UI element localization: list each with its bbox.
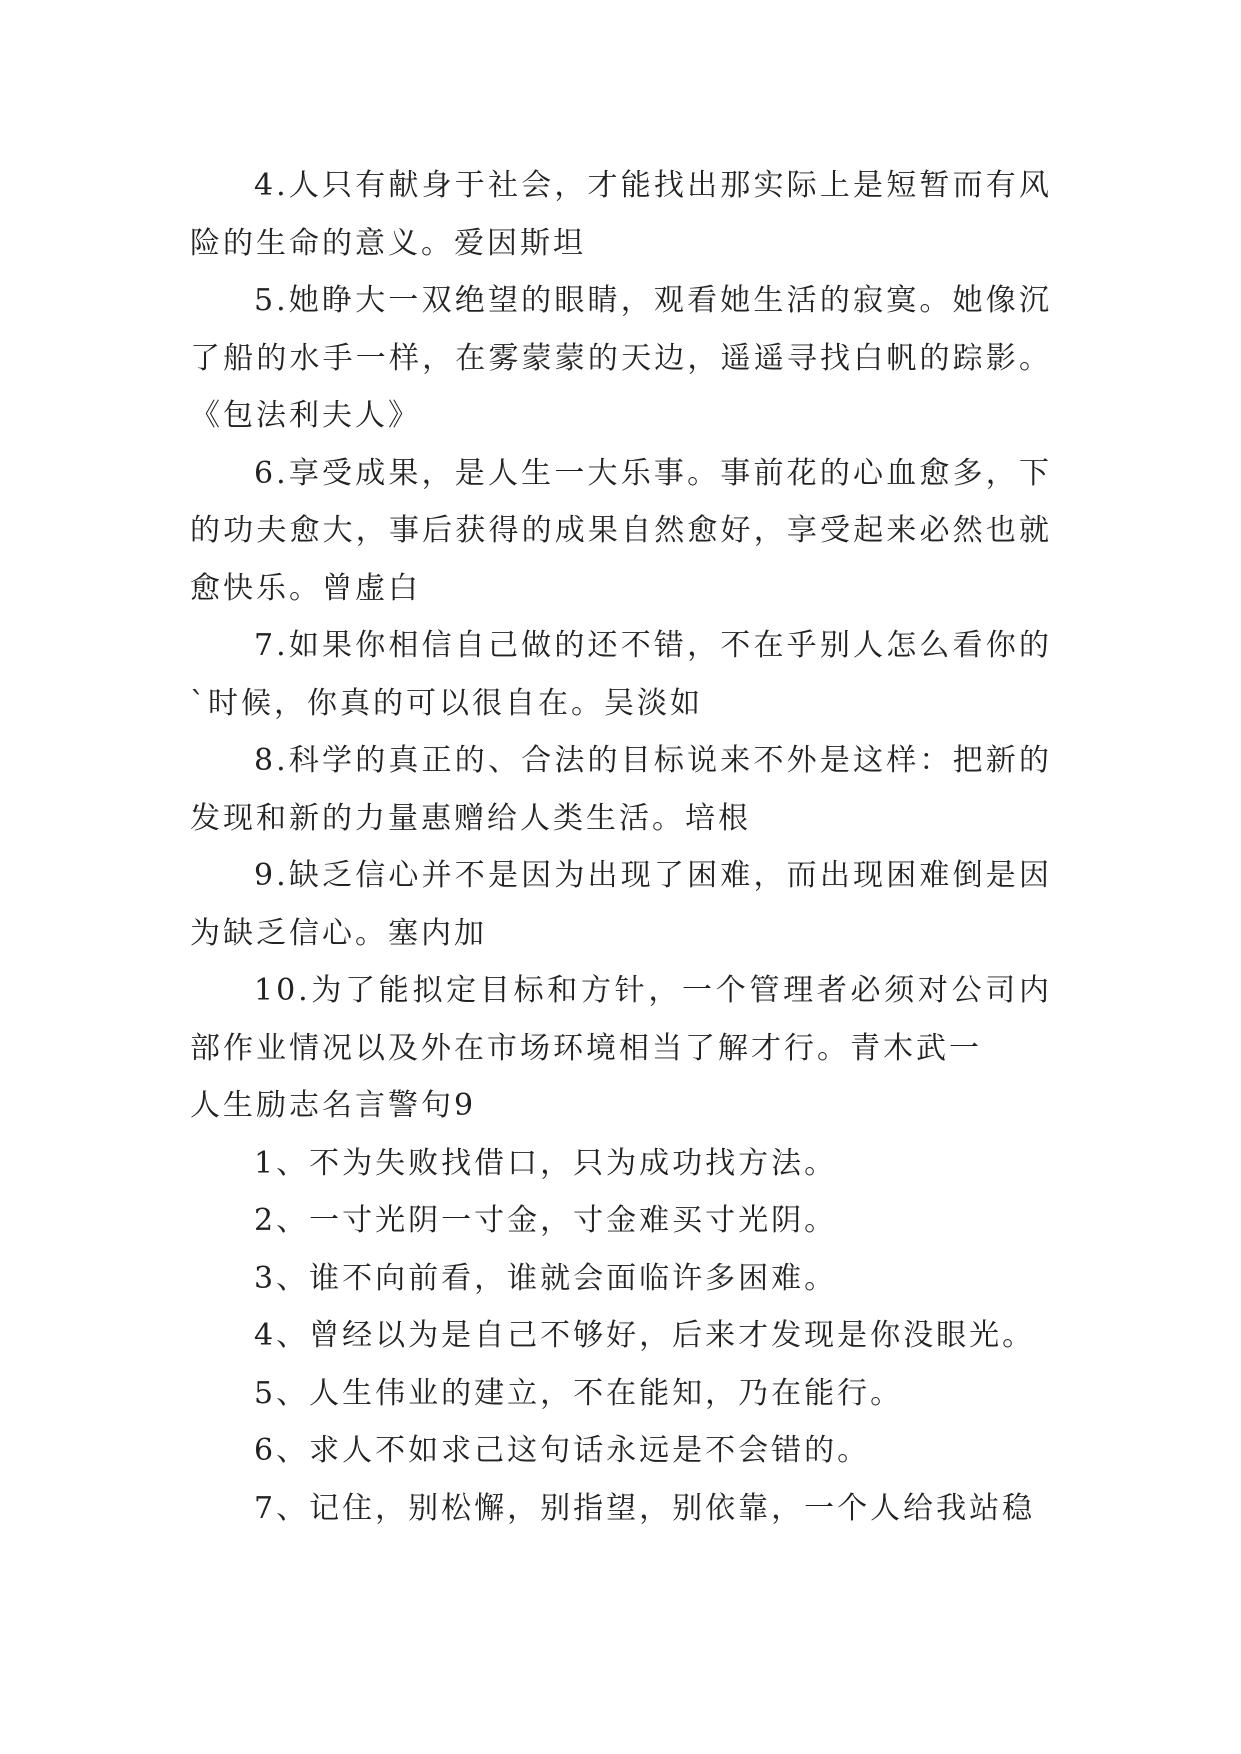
quote-paragraph-9: 9.缺乏信心并不是因为出现了困难，而出现困难倒是因为缺乏信心。塞内加 [190,858,1052,951]
list-item: 2、一寸光阴一寸金，寸金难买寸光阴。 [254,1203,838,1238]
quote-paragraph-10: 10.为了能拟定目标和方针，一个管理者必须对公司内部作业情况以及外在市场环境相当了解才行。青木武一 [190,973,1052,1066]
list-item: 3、谁不向前看，谁就会面临许多困难。 [254,1260,838,1296]
list-item: 7、记住，别松懈，别指望，别依靠，一个人给我站稳 [254,1490,1036,1526]
list-item: 4、曾经以为是自己不够好，后来才发现是你没眼光。 [254,1318,1036,1353]
list-item: 6、求人不如求己这句话永远是不会错的。 [254,1433,871,1468]
list-item: 1、不为失败找借口，只为成功找方法。 [254,1145,838,1181]
section-heading: 人生励志名言警句9 [190,1088,477,1123]
quote-paragraph-6: 6.享受成果，是人生一大乐事。事前花的心血愈多，下的功夫愈大，事后获得的成果自然愈好，享受起来必然也就愈快乐。曾虚白 [190,455,1052,606]
document-body [190,157,1052,1537]
quote-paragraph-8: 8.科学的真正的、合法的目标说来不外是这样：把新的发现和新的力量惠赠给人类生活。培根 [190,743,1052,836]
list-item: 5、人生伟业的建立，不在能知，乃在能行。 [254,1375,904,1411]
quote-paragraph-7: 7.如果你相信自己做的还不错，不在乎别人怎么看你的`时候，你真的可以很自在。吴淡如 [190,628,1052,721]
quote-paragraph-4: 4.人只有献身于社会，才能找出那实际上是短暂而有风险的生命的意义。爱因斯坦 [190,168,1052,261]
quote-paragraph-5: 5.她睁大一双绝望的眼睛，观看她生活的寂寞。她像沉了船的水手一样，在雾蒙蒙的天边，遥遥寻找白帆的踪影。《包法利夫人》 [190,283,1052,433]
